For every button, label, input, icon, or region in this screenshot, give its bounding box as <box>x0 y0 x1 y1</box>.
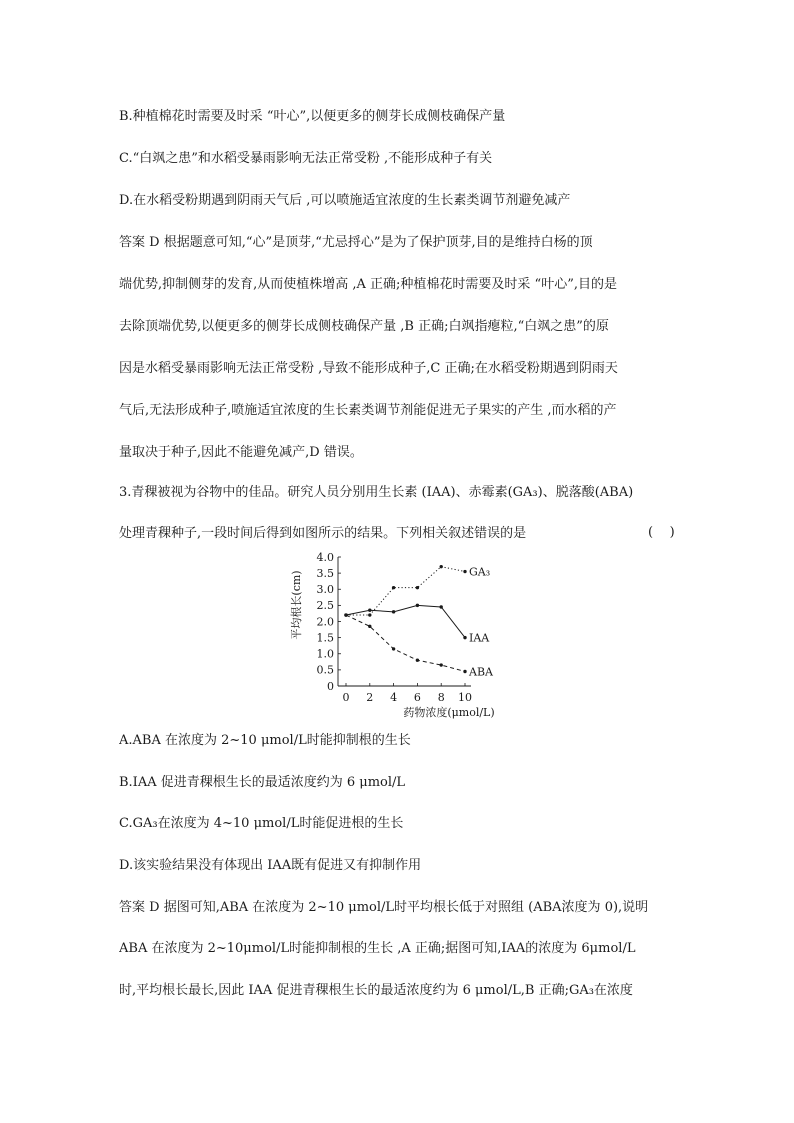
answer-line: 气后,无法形成种子,喷施适宜浓度的生长素类调节剂能促进无子果实的产生 ,而水稻的产 <box>119 403 617 418</box>
option-b-line: B.种植棉花时需要及时采 “叶心”,以便更多的侧芽长成侧枝确保产量 <box>119 109 506 124</box>
x-axis-label: 药物浓度(μmol/L) <box>403 706 495 719</box>
data-point <box>416 659 419 662</box>
y-tick-label: 1.0 <box>316 647 334 661</box>
data-point <box>368 613 371 616</box>
series-line-ga₃ <box>346 567 465 615</box>
answer-bracket: ( ) <box>648 525 675 540</box>
option-b-line: B.IAA 促进青稞根生长的最适浓度约为 6 μmol/L <box>119 774 406 790</box>
x-tick-label: 6 <box>413 691 421 704</box>
option-d-line: D.该实验结果没有体现出 IAA既有促进又有抑制作用 <box>119 857 422 873</box>
data-point <box>463 570 466 573</box>
root-length-chart <box>280 545 520 725</box>
data-point <box>392 647 395 650</box>
answer-line: 答案 D 根据题意可知,“心”是顶芽,“尤忌捋心”是为了保护顶芽,目的是维持白杨的顶 <box>119 235 593 250</box>
series-line-aba <box>346 615 465 671</box>
data-point <box>416 586 419 589</box>
answer-line: 端优势,抑制侧芽的发育,从而使植株增高 ,A 正确;种植棉花时需要及时采 “叶心”,目的是 <box>119 277 617 292</box>
y-tick-label: 0 <box>327 679 334 693</box>
option-c-line: C.GA₃在浓度为 4~10 μmol/L时能促进根的生长 <box>119 816 404 832</box>
data-point <box>392 586 395 589</box>
y-tick-label: 4.0 <box>316 550 334 564</box>
answer-line: 去除顶端优势,以便更多的侧芽长成侧枝确保产量 ,B 正确;白飒指瘪粒,“白飒之患”的原 <box>119 319 609 334</box>
data-point <box>392 610 395 613</box>
data-point <box>463 670 466 673</box>
data-point <box>416 604 419 607</box>
x-tick-label: 2 <box>366 691 374 704</box>
data-point <box>344 613 347 616</box>
data-point <box>440 565 443 568</box>
y-tick-label: 2.0 <box>316 615 334 629</box>
x-tick-label: 10 <box>458 691 472 704</box>
question-line: 处理青稞种子,一段时间后得到如图所示的结果。下列相关叙述错误的是 <box>119 525 527 541</box>
question-3-options-and-answer <box>119 720 719 1012</box>
question-3-stem <box>119 472 719 554</box>
series-label: ABA <box>469 665 493 679</box>
data-point <box>368 625 371 628</box>
series-line-iaa <box>346 605 465 637</box>
answer-line: 答案 D 据图可知,ABA 在浓度为 2~10 μmol/L时平均根长低于对照组 (ABA浓度为 0),说明 <box>119 899 649 915</box>
data-point <box>440 663 443 666</box>
data-point <box>440 605 443 608</box>
y-tick-label: 3.5 <box>316 566 334 580</box>
x-tick-label: 0 <box>342 691 350 704</box>
question-line: 3.青稞被视为谷物中的佳品。研究人员分别用生长素 (IAA)、赤霉素(GA₃)、脱落酸(ABA) <box>119 484 634 500</box>
x-tick-label: 8 <box>437 691 445 704</box>
y-tick-label: 2.5 <box>316 599 334 613</box>
y-tick-label: 3.0 <box>316 583 334 597</box>
y-tick-label: 0.5 <box>316 663 334 677</box>
answer-line: ABA 在浓度为 2~10μmol/L时能抑制根的生长 ,A 正确;据图可知,IAA的浓度为 6μmol/L <box>119 941 636 957</box>
data-point <box>463 636 466 639</box>
y-axis-label: 平均根长(cm) <box>290 570 303 640</box>
series-label: GA₃ <box>469 565 491 579</box>
option-c-line: C.“白飒之患”和水稻受暴雨影响无法正常受粉 ,不能形成种子有关 <box>119 151 493 166</box>
answer-line: 量取决于种子,因此不能避免减产,D 错误。 <box>119 445 363 460</box>
answer-line: 时,平均根长最长,因此 IAA 促进青稞根生长的最适浓度约为 6 μmol/L,B 正确;GA₃在浓度 <box>119 982 633 998</box>
series-label: IAA <box>469 631 490 645</box>
answer-line: 因是水稻受暴雨影响无法正常受粉 ,导致不能形成种子,C 正确;在水稻受粉期遇到阴雨天 <box>119 361 618 376</box>
previous-question-block <box>119 96 719 474</box>
option-a-line: A.ABA 在浓度为 2~10 μmol/L时能抑制根的生长 <box>119 733 411 748</box>
option-d-line: D.在水稻受粉期遇到阴雨天气后 ,可以喷施适宜浓度的生长素类调节剂避免减产 <box>119 193 571 208</box>
data-point <box>368 609 371 612</box>
x-tick-label: 4 <box>390 691 398 704</box>
y-tick-label: 1.5 <box>316 631 334 645</box>
